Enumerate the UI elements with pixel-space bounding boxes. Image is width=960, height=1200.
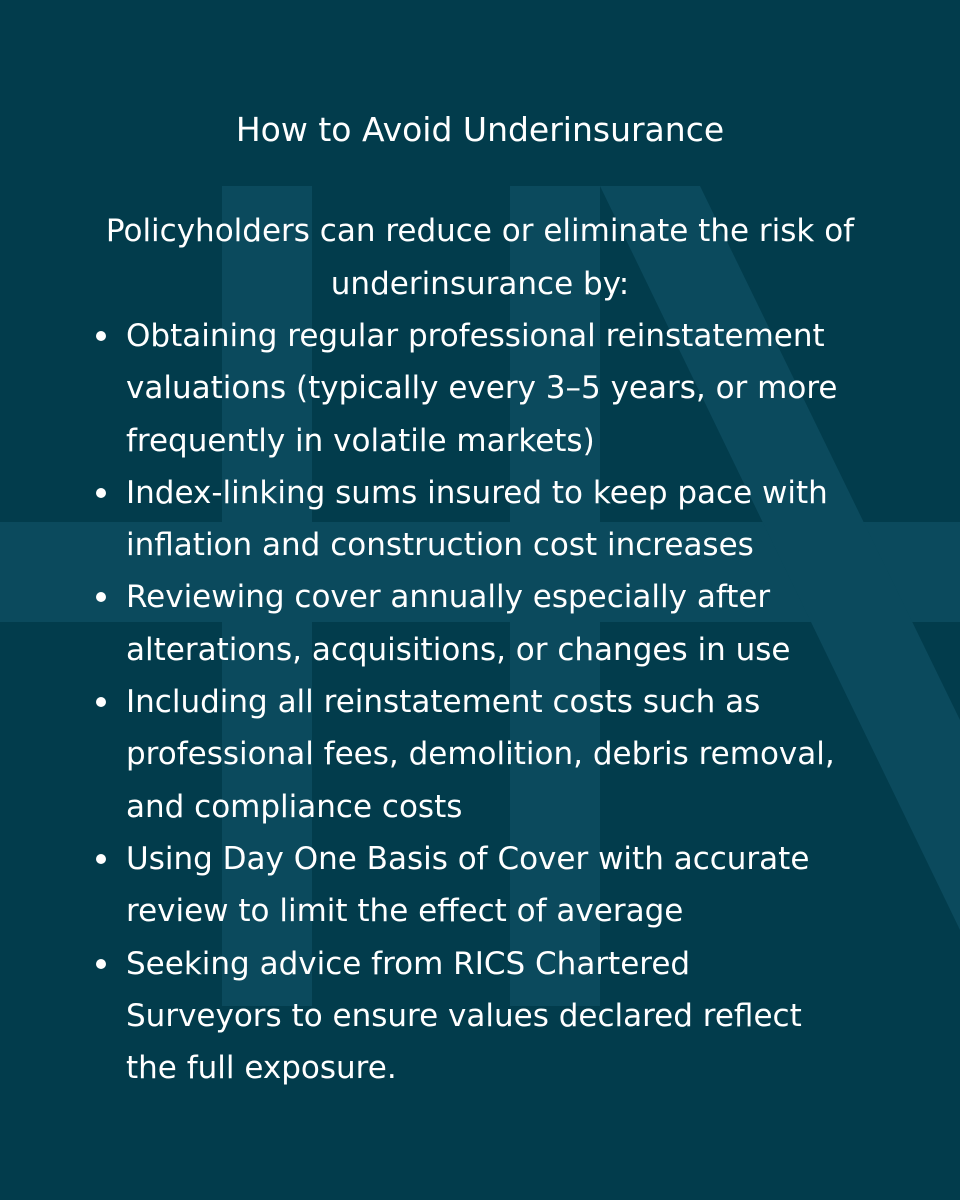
page-title: How to Avoid Underinsurance	[235, 110, 725, 149]
intro-line: Policyholders can reduce or eliminate the risk of	[105, 213, 855, 249]
bullet-line: Including all reinstatement costs such as	[126, 684, 761, 721]
bullet-item	[0, 938, 960, 1095]
bullet-line: Obtaining regular professional reinstatement	[126, 318, 825, 354]
bullet-dot-icon	[96, 488, 106, 498]
bullet-item	[0, 676, 960, 833]
bullet-line: Reviewing cover annually especially after	[126, 579, 771, 616]
bullet-item	[0, 833, 960, 938]
intro-paragraph	[60, 205, 900, 311]
intro-line: underinsurance by:	[330, 266, 630, 302]
bullet-line: professional fees, demolition, debris removal,	[126, 736, 835, 773]
bullet-line: Surveyors to ensure values declared reflect	[126, 997, 802, 1034]
bullet-dot-icon	[96, 592, 106, 602]
bullet-line: review to limit the effect of average	[126, 893, 684, 930]
bullet-line: and compliance costs	[126, 788, 463, 825]
bullet-line: inflation and construction cost increases	[126, 527, 754, 564]
bullet-line: frequently in volatile markets)	[126, 422, 595, 459]
bullet-dot-icon	[96, 854, 106, 864]
bullet-item	[0, 310, 960, 467]
bullet-dot-icon	[96, 331, 106, 341]
bullet-line: Seeking advice from RICS Chartered	[126, 945, 691, 982]
bullet-list	[0, 310, 960, 1094]
bullet-line: the full exposure.	[126, 1050, 397, 1087]
bullet-item	[0, 571, 960, 676]
bullet-line: Index-linking sums insured to keep pace with	[126, 474, 828, 511]
bullet-line: valuations (typically every 3–5 years, or more	[126, 370, 838, 407]
bullet-line: Using Day One Basis of Cover with accurate	[126, 840, 810, 877]
bullet-line: alterations, acquisitions, or changes in use	[126, 631, 791, 668]
bullet-item	[0, 467, 960, 572]
bullet-dot-icon	[96, 697, 106, 707]
bullet-dot-icon	[96, 959, 106, 969]
